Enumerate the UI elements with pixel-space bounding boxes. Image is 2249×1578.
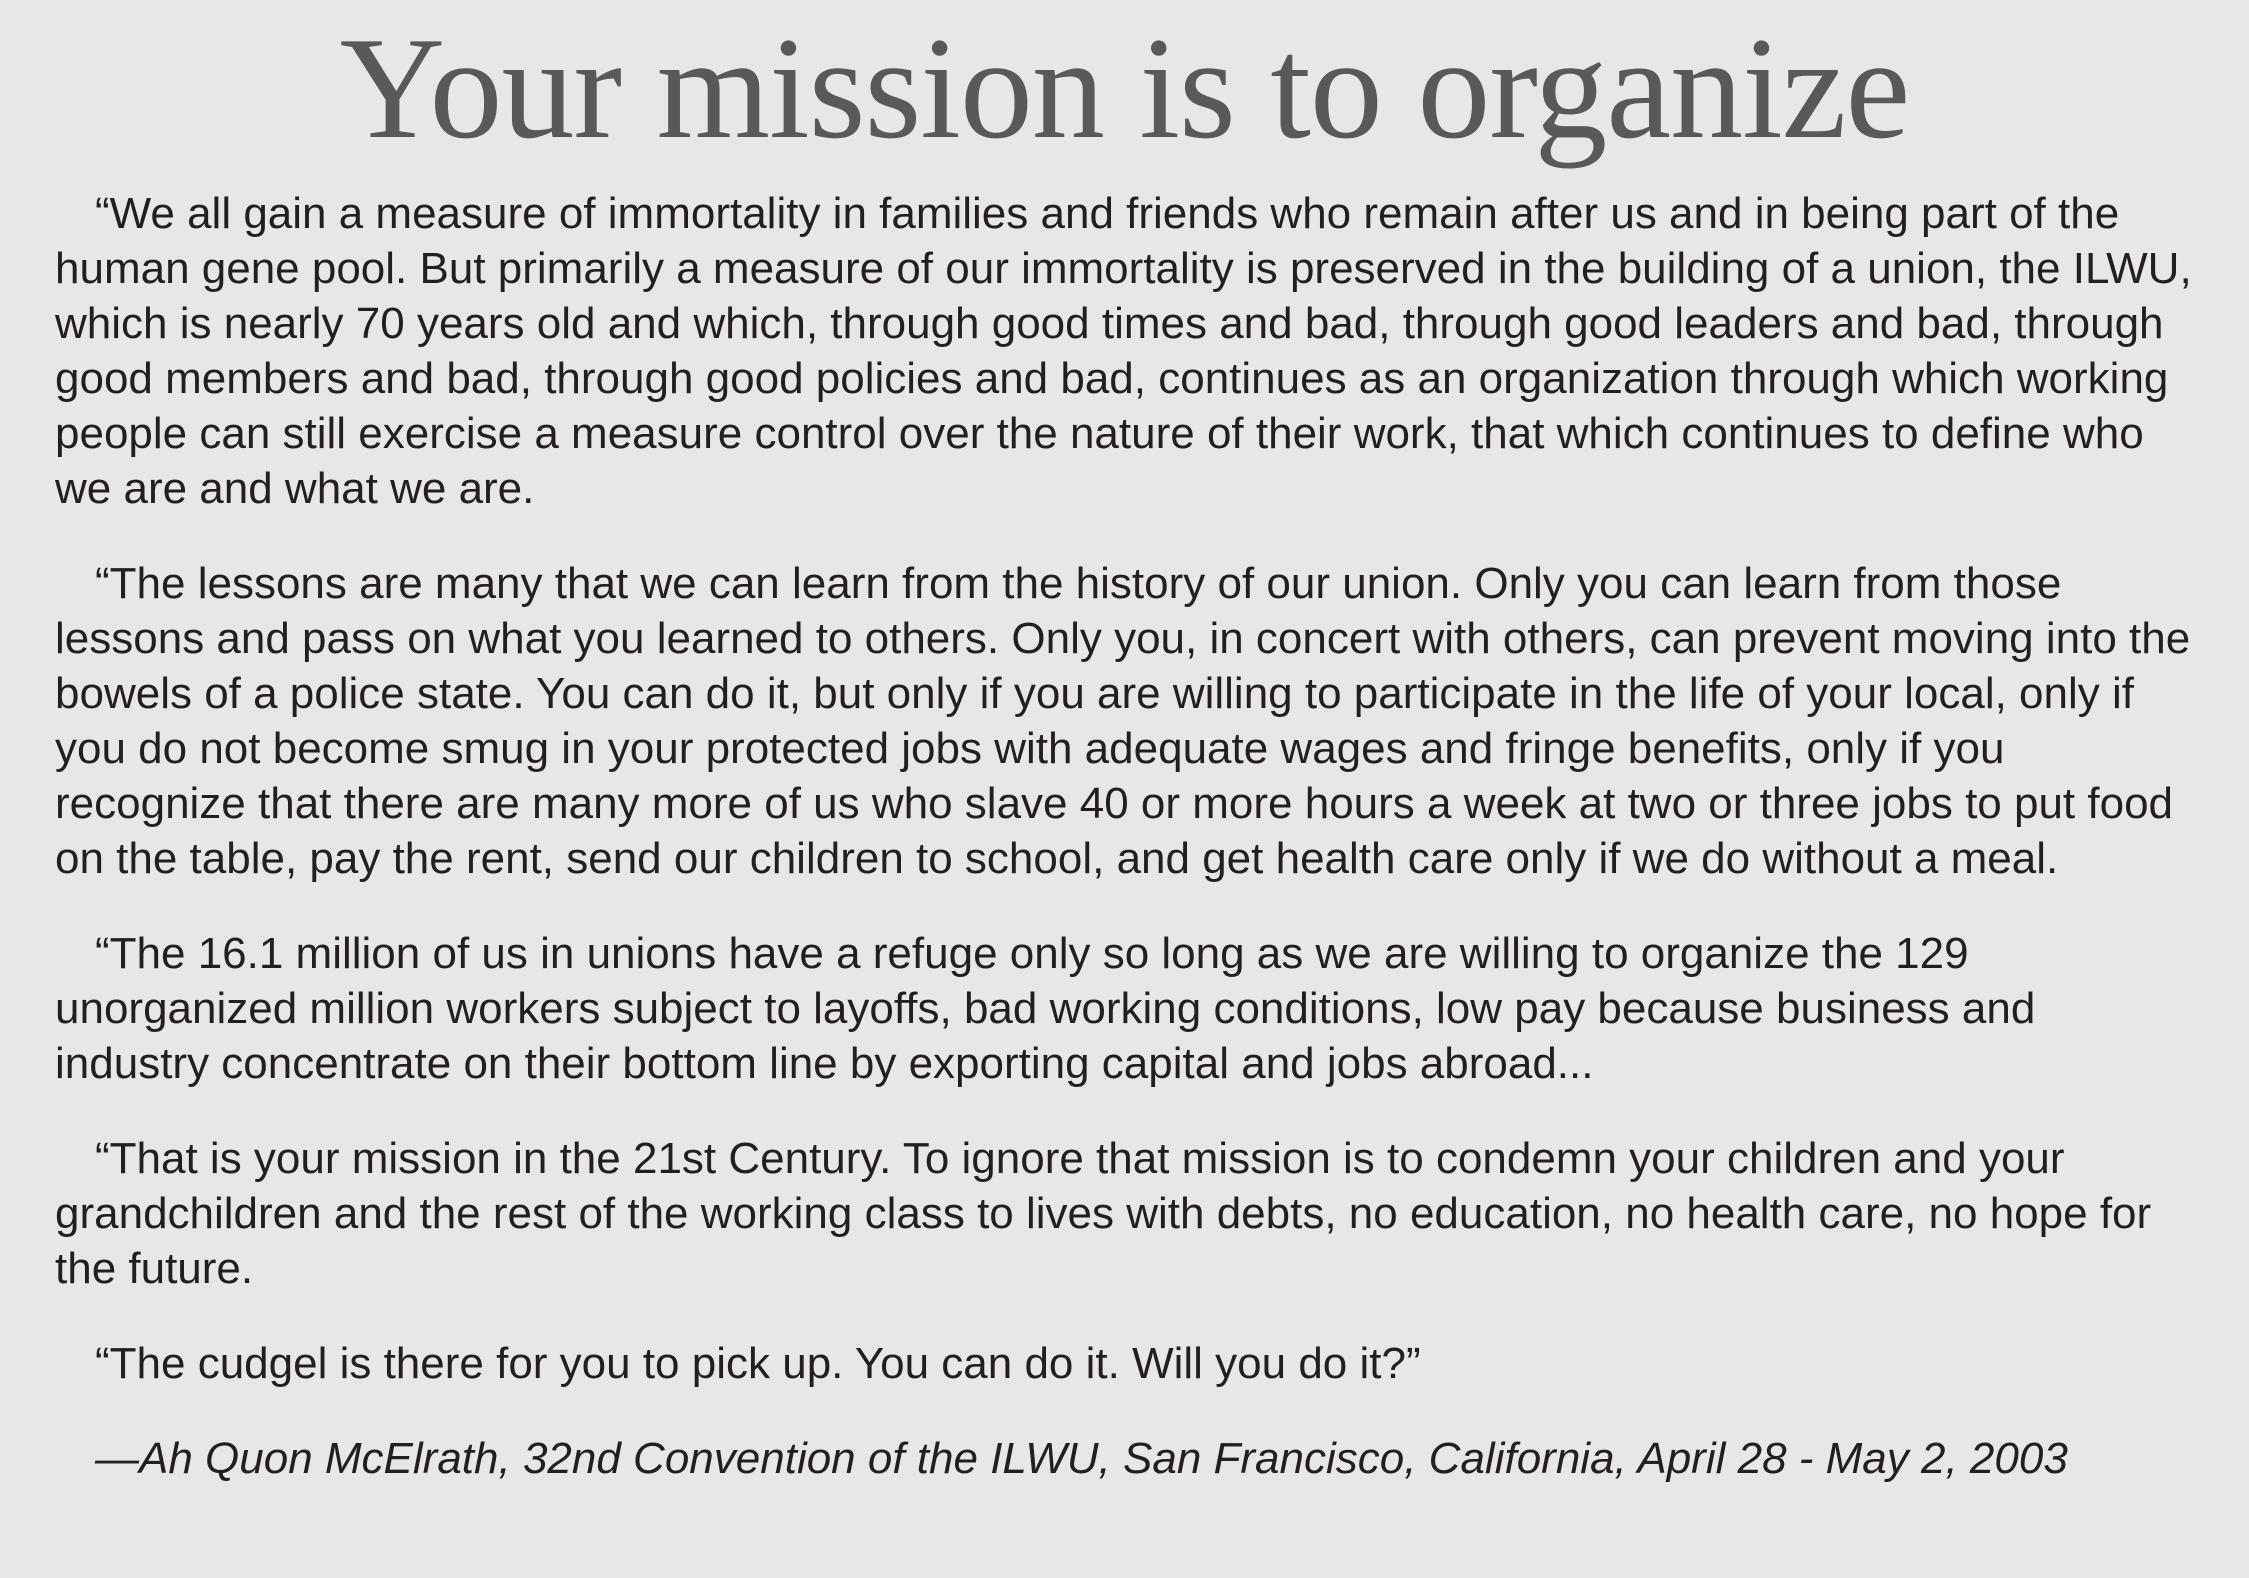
quote-paragraph-2: “The lessons are many that we can learn from the history of our union. Only you can learn from those lessons and pass on what you learned to others. Only you, in concert with others, can prevent moving into the bowels of a police state. You can do it, but only if you are willing to participate in the life of your local, only if you do not become smug in your protected jobs with adequate wages and fringe benefits, only if you recognize that there are many more of us who slave 40 or more hours a week at two or three jobs to put food on the table, pay the rent, send our children to school, and get health care only if we do without a meal. <box>55 559 2191 883</box>
quote-body <box>55 186 2194 1486</box>
quote-paragraph-1: “We all gain a measure of immortality in families and friends who remain after us and in being part of the human gene pool. But primarily a measure of our immortality is preserved in the building of a union, the ILWU, which is nearly 70 years old and which, through good times and bad, through good leaders and bad, through good members and bad, through good policies and bad, continues as an organization through which working people can still exercise a measure control over the nature of their work, that which continues to define who we are and what we are. <box>55 189 2192 513</box>
quote-paragraph-5: “The cudgel is there for you to pick up. You can do it. Will you do it?” <box>95 1339 1421 1388</box>
quote-paragraph-4: “That is your mission in the 21st Century. To ignore that mission is to condemn your children and your grandchildren and the rest of the working class to lives with debts, no education, no health care, no hope for the future. <box>55 1134 2152 1293</box>
page-title: Your mission is to organize <box>339 7 1910 169</box>
quote-paragraph-3: “The 16.1 million of us in unions have a refuge only so long as we are willing to organize the 129 unorganized million workers subject to layoffs, bad working conditions, low pay because business and industry concentrate on their bottom line by exporting capital and jobs abroad... <box>55 929 2036 1088</box>
quote-attribution: —Ah Quon McElrath, 32nd Convention of the ILWU, San Francisco, California, April 28 - May 2, 2003 <box>95 1434 2068 1483</box>
